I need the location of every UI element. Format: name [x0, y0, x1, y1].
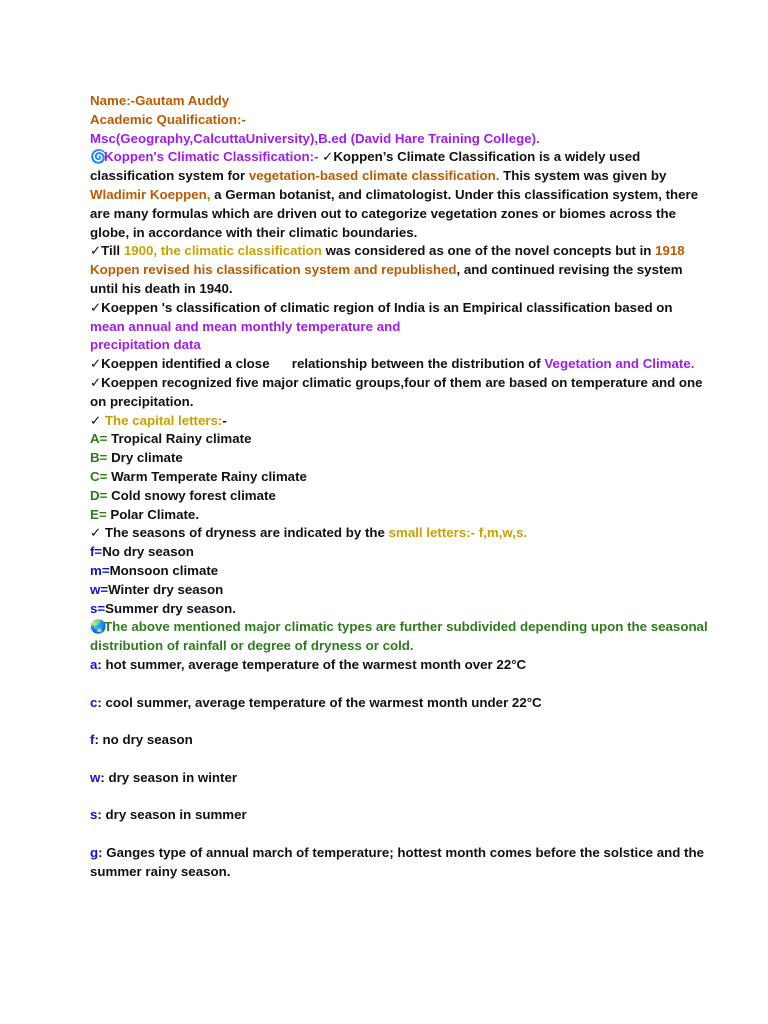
- paragraph-subdivision: [90, 618, 708, 656]
- capital-item-d: [90, 487, 708, 506]
- item-key: f=: [90, 544, 103, 560]
- document-body: [90, 92, 708, 881]
- cyclone-icon: 🌀: [90, 149, 107, 165]
- item-text: No dry season: [102, 544, 194, 560]
- text-run: This system was given by: [499, 168, 667, 184]
- item-text: Winter dry season: [108, 581, 224, 597]
- item-text: : cool summer, average temperature of the warmest month under 22°C: [97, 694, 542, 710]
- subtype-item-f: [90, 731, 708, 750]
- subtype-item-s: [90, 806, 708, 825]
- highlight-run: vegetation-based climate classification.: [248, 168, 500, 184]
- item-key: g: [90, 844, 99, 860]
- capital-item-b: [90, 449, 708, 468]
- item-key: B=: [90, 450, 108, 466]
- item-text: : no dry season: [94, 732, 193, 748]
- item-key: a: [90, 656, 98, 672]
- paragraph-koppen-intro: [90, 148, 708, 242]
- item-key: w=: [90, 581, 109, 597]
- highlight-run: mean annual and mean monthly temperature and: [90, 318, 401, 334]
- text-run: was considered as one of the novel concepts but in: [321, 243, 656, 259]
- item-key: E=: [90, 506, 107, 522]
- text-run: , and continued revising the system until his death in 1940.: [90, 262, 683, 296]
- capital-item-e: [90, 506, 708, 525]
- text-run: ✓Koeppen 's classification of climatic region of India is an Empirical classification based on: [90, 299, 673, 315]
- small-letters-heading: [90, 524, 708, 543]
- item-text: Dry climate: [107, 450, 183, 466]
- subtype-item-w: [90, 769, 708, 788]
- spacer: [90, 675, 708, 694]
- item-key: s: [90, 807, 98, 823]
- spacer: [90, 712, 708, 731]
- item-text: : dry season in summer: [97, 807, 247, 823]
- item-key: c: [90, 694, 98, 710]
- checkmark: ✓: [90, 412, 105, 428]
- item-text: Tropical Rainy climate: [107, 431, 252, 447]
- degree-line: Msc(Geography,CalcuttaUniversity),B.ed (David Hare Training College).: [90, 130, 540, 146]
- item-key: w: [90, 769, 101, 785]
- subtype-item-a: [90, 656, 708, 675]
- highlight-run: 1918 Koppen revised his classification system and republished: [90, 243, 685, 278]
- highlight-run: small letters:- f,m,w,s.: [388, 525, 528, 541]
- paragraph-vegetation: [90, 355, 708, 374]
- item-key: s=: [90, 600, 106, 616]
- paragraph-history: [90, 242, 708, 298]
- paragraph-five-groups: ✓Koeppen recognized five major climatic groups,four of them are based on temperature and one on precipitation.: [90, 374, 703, 409]
- text-run: The above mentioned major climatic types are further subdivided depending upon the seasonal distribution of rainfall or degree of dryness or cold.: [90, 619, 708, 654]
- capital-item-a: [90, 430, 708, 449]
- item-text: Polar Climate.: [106, 506, 200, 522]
- paragraph-india: [90, 299, 708, 337]
- highlight-run: Wladimir Koeppen,: [90, 186, 211, 202]
- subtype-item-c: [90, 694, 708, 713]
- item-key: D=: [90, 487, 108, 503]
- author-name: Name:-Gautam Auddy: [90, 93, 230, 108]
- item-text: : Ganges type of annual march of temperature; hottest month comes before the solstice and the summer rainy season.: [90, 844, 704, 879]
- item-key: C=: [90, 468, 108, 484]
- highlight-run: The capital letters:: [104, 412, 223, 428]
- item-text: Monsoon climate: [109, 562, 219, 578]
- item-key: f: [90, 732, 95, 748]
- item-text: : dry season in winter: [100, 769, 238, 785]
- spacer: [90, 825, 708, 844]
- highlight-run: Vegetation and Climate.: [544, 356, 695, 372]
- capital-item-c: [90, 468, 708, 487]
- text-run: ✓ The seasons of dryness are indicated by the: [90, 525, 389, 541]
- text-run: -: [222, 412, 227, 428]
- text-run: ✓Till: [90, 243, 124, 259]
- text-run: a German botanist, and climatologist. Under this classification system, there are many formulas which are driven out to categorize vegetation zones or biomes across the globe, in accordance with their climatic boundaries.: [90, 186, 699, 240]
- subtype-item-g: [90, 844, 708, 882]
- section-heading: Koppen's Climatic Classification:-: [104, 149, 319, 165]
- capital-letters-heading: [90, 412, 708, 431]
- item-text: Summer dry season.: [105, 600, 236, 616]
- item-text: Warm Temperate Rainy climate: [107, 468, 307, 484]
- item-key: A=: [90, 431, 108, 447]
- globe-icon: 🌏: [90, 619, 107, 635]
- item-text: Cold snowy forest climate: [107, 487, 276, 503]
- item-key: m=: [90, 562, 110, 578]
- small-item-s: [90, 600, 708, 619]
- spacer: [90, 787, 708, 806]
- small-item-f: [90, 543, 708, 562]
- item-text: : hot summer, average temperature of the warmest month over 22°C: [97, 656, 527, 672]
- small-item-m: [90, 562, 708, 581]
- spacer: [90, 750, 708, 769]
- highlight-line: precipitation data: [90, 337, 201, 353]
- highlight-run: 1900, the climatic classification: [123, 243, 322, 259]
- small-item-w: [90, 581, 708, 600]
- text-run: ✓Koeppen identified a close relationship between the distribution of: [90, 356, 545, 372]
- qualification-heading: Academic Qualification:-: [90, 111, 246, 127]
- text-run: ✓Koppen’s Climate Classification is a widely used classification system for: [90, 149, 641, 184]
